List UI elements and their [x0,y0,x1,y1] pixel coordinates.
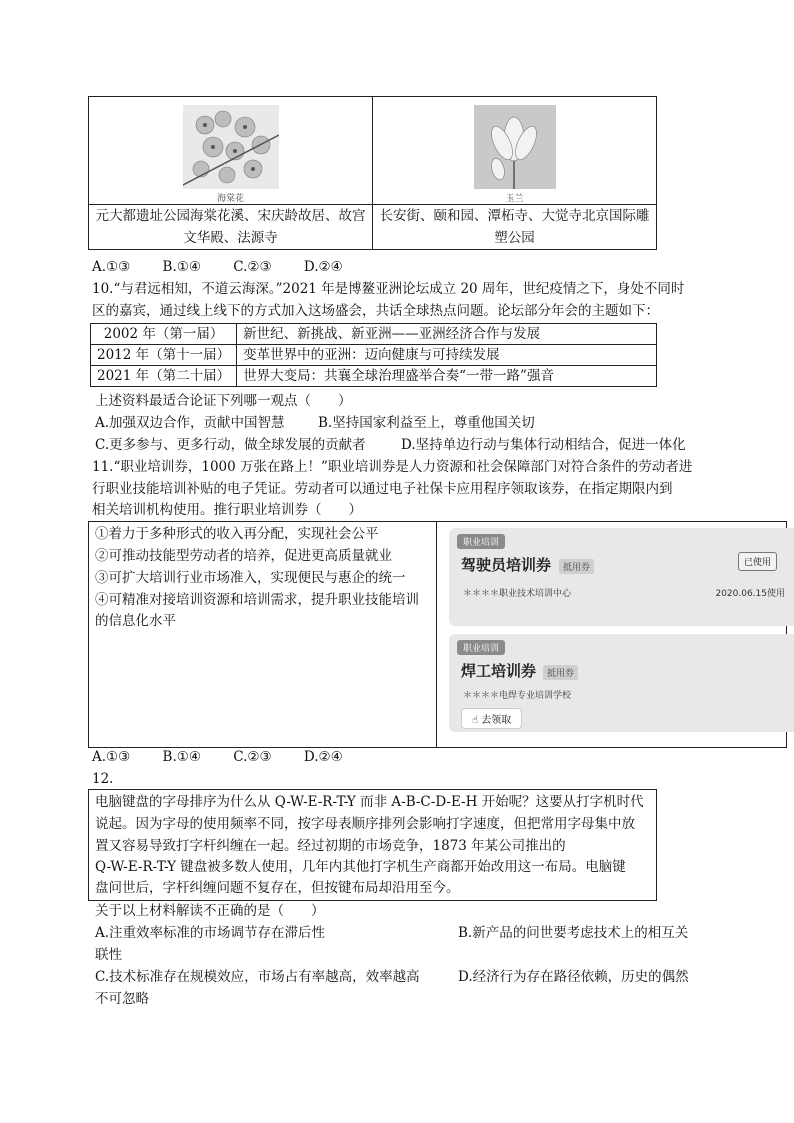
forum-theme: 新世纪、新挑战、新亚洲——亚洲经济合作与发展 [237,324,657,345]
q12-question: 关于以上材料解读不正确的是（ ） [95,903,325,919]
driver-training-coupon [449,528,794,626]
forum-theme-table [90,323,657,387]
forum-theme: 世界大变局：共襄全球治理盛举合奏“一带一路”强音 [237,366,657,387]
coupon-title: 焊工培训券 [461,662,537,680]
haitang-caption: 海棠花 [216,194,244,204]
q9-options [92,257,343,277]
q10-option-d: D.坚持单边行动与集体行动相结合，促进一体化 [401,437,686,453]
q11-stem-line3: 相关培训机构使用。推行职业培训券（ ） [92,502,362,518]
q11-stem-line2: 行职业技能培训补贴的电子凭证。劳动者可以通过电子社保卡应用程序领取该券，在指定期限内到 [92,481,673,497]
q9-option-d: D.②④ [303,259,343,275]
q11-statement-2: ②可推动技能型劳动者的培养，促进更高质量就业 [95,548,392,564]
forum-theme: 变革世界中的亚洲：迈向健康与可持续发展 [237,345,657,366]
q12-material-line: 置又容易导致打字杆纠缠在一起。经过初期的市场竞争，1873 年某公司推出的 [95,838,566,854]
coupon-tag: 职业培训 [457,640,505,655]
coupon-issuer: ＊＊＊＊职业技术培训中心 [463,589,572,599]
q11-statement-3: ③可扩大培训行业市场准入，实现便民与惠企的统一 [95,570,406,586]
yulan-flower-icon [474,105,556,189]
coupon-title: 驾驶员培训券 [461,556,552,574]
coupon-tag: 职业培训 [457,534,505,549]
haitang-flower-icon [183,105,279,189]
q11-statement-4: ④可精准对接培训资源和培训需求，提升职业技能培训 [95,592,419,608]
q12-material-line: 盘问世后，字杆纠缠问题不复存在，但按键布局却沿用至今。 [95,880,460,896]
hand-pointer-icon: ☝ [472,715,479,726]
claim-button[interactable] [461,708,522,729]
forum-year: 2002 年（第一届） [91,324,237,345]
q10-option-b: B.坚持国家利益至上，尊重他国关切 [318,415,535,431]
q12-option-b: B.新产品的问世要考虑技术上的相互关 [458,925,689,941]
forum-year: 2012 年（第十一届） [91,345,237,366]
q11-options [92,747,343,767]
q12-option-d: D.经济行为存在路径依赖，历史的偶然 [458,969,689,985]
q11-option-c: C.②③ [233,749,272,765]
flower-table [88,96,657,250]
q12-option-c: C.技术标准存在规模效应，市场占有率越高，效率越高 [95,969,420,985]
q11-option-b: B.①④ [162,749,201,765]
welder-training-coupon [449,634,794,732]
coupon-badge: 抵用券 [543,665,578,680]
q12-material-line: Q-W-E-R-T-Y 键盘被多数人使用，几年内其他打字机生产商都开始改用这一布局。电脑键 [95,859,626,875]
q12-option-a: A.注重效率标准的市场调节存在滞后性 [95,925,326,941]
q10-question: 上述资料最适合论证下列哪一观点（ ） [95,393,352,409]
q10-stem-line1: 10.“与君远相知，不道云海深。”2021 年是博鳌亚洲论坛成立 20 周年，世纪疫情之下，身处不同时 [92,281,685,297]
forum-year: 2021 年（第二十届） [91,366,237,387]
yulan-image-cell [373,97,657,205]
training-voucher-box [88,521,787,748]
q12-option-b-cont: 联性 [95,947,122,963]
coupon-used-date: 2020.06.15使用 [715,589,785,599]
yulan-photo [474,105,556,189]
q11-option-d: D.②④ [303,749,343,765]
q12-material-line: 说起。因为字母的使用频率不同，按字母表顺序排列会影响打字速度，但把常用字母集中放 [95,816,635,832]
q9-option-a: A.①③ [92,259,131,275]
q12-option-d-cont: 不可忽略 [95,991,149,1007]
claim-button-label: 去领取 [481,715,512,726]
haitang-image-cell [89,97,373,205]
q11-statement-1: ①着力于多种形式的收入再分配，实现社会公平 [95,526,379,542]
yulan-locations: 长安街、颐和园、潭柘寺、大觉寺北京国际雕塑公园 [373,205,657,250]
qwerty-material-box [88,789,657,901]
forum-row [91,324,657,345]
haitang-locations: 元大都遗址公园海棠花溪、宋庆龄故居、故宫文华殿、法源寺 [89,205,373,250]
q11-option-a: A.①③ [92,749,131,765]
q12-number: 12. [92,771,114,787]
q11-statement-4-cont: 的信息化水平 [95,613,176,629]
forum-row [91,366,657,387]
q10-option-a: A.加强双边合作，贡献中国智慧 [95,415,285,431]
haitang-photo [183,105,279,189]
q9-option-c: C.②③ [233,259,272,275]
yulan-caption: 玉兰 [505,194,524,204]
q10-stem-line2: 区的嘉宾，通过线上线下的方式加入这场盛会，共话全球热点问题。论坛部分年会的主题如下： [92,303,659,319]
q12-material-line: 电脑键盘的字母排序为什么从 Q-W-E-R-T-Y 而非 A-B-C-D-E-H 开始呢？这要从打字机时代 [95,794,644,810]
forum-row [91,345,657,366]
q9-option-b: B.①④ [162,259,201,275]
box-divider [436,522,437,747]
q10-option-c: C.更多参与、更多行动，做全球发展的贡献者 [95,437,366,453]
q11-stem-line1: 11.“职业培训券，1000 万张在路上！”职业培训券是人力资源和社会保障部门对符合条件的劳动者进 [92,459,693,475]
used-status-badge: 已使用 [738,552,777,571]
coupon-issuer: ＊＊＊＊电焊专业培训学校 [463,691,572,701]
coupon-badge: 抵用券 [559,559,594,574]
